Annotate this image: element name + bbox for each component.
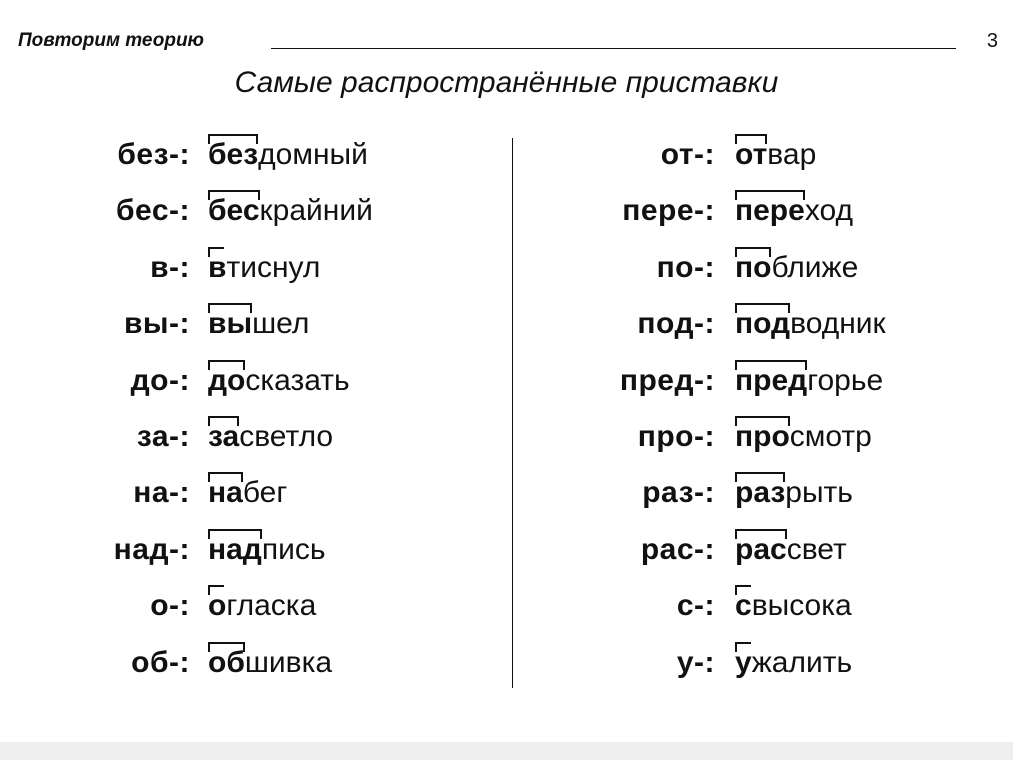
example-word [735,307,886,341]
page-title: Самые распространённые приставки [234,66,779,99]
prefix-entry [0,529,510,585]
right-column [515,134,1013,698]
word-prefix: бес [208,194,260,228]
word-prefix: в [208,250,227,284]
word-prefix: под [735,307,791,341]
word-prefix: до [208,363,246,397]
word-prefix: вы [208,307,253,341]
prefix-entry [0,247,510,303]
word-prefix: о [208,589,227,623]
example-word [208,589,316,623]
prefix-entry [515,303,1013,359]
word-rest: бег [242,476,288,510]
example-word [735,138,816,172]
word-prefix: от [735,138,768,171]
example-word [735,646,852,680]
prefix-entry [0,585,510,641]
prefix-label: за-: [136,419,190,453]
word-prefix: раз [735,476,786,510]
word-rest: пись [261,532,326,566]
word-rest: высока [751,589,852,623]
column-divider [512,138,513,688]
prefix-label: от-: [660,138,715,171]
prefix-entry [515,585,1013,641]
word-rest: ход [804,194,854,228]
word-rest: свет [786,532,847,566]
word-prefix: без [208,138,259,171]
word-prefix: на [208,476,243,510]
word-prefix: над [208,532,262,566]
word-prefix: пере [735,194,805,228]
word-prefix: с [735,589,752,623]
word-rest: ближе [771,250,859,284]
example-word [735,589,852,623]
header-rule [271,48,956,49]
example-word [735,476,853,510]
example-word [735,420,872,454]
prefix-label: в-: [150,250,190,284]
word-prefix: у [735,645,752,679]
example-word [735,533,847,567]
prefix-label: на-: [133,476,190,510]
word-rest: сказать [245,363,350,397]
word-prefix: пред [735,363,808,397]
example-word [208,307,309,341]
example-word [208,138,368,172]
prefix-entry [0,416,510,472]
page-header [18,28,998,56]
prefix-entry [0,360,510,416]
word-rest: вар [767,138,817,171]
example-word [208,646,332,680]
prefix-label: по-: [656,250,715,284]
prefix-entry [0,190,510,246]
prefix-label: о-: [150,589,190,623]
word-prefix: по [735,250,772,284]
word-rest: светло [239,419,334,453]
prefix-label: у-: [676,645,715,679]
word-rest: рыть [785,476,853,510]
prefix-entry [515,529,1013,585]
prefix-entry [0,134,510,190]
word-rest: тиснул [226,250,321,284]
example-word [208,476,287,510]
prefix-label: над-: [113,532,190,566]
example-word [735,194,853,228]
prefix-label: рас-: [640,532,715,566]
example-word [208,251,320,285]
word-rest: гласка [226,589,317,623]
prefix-label: с-: [676,589,715,623]
prefix-label: пере-: [622,194,715,228]
word-rest: жалить [751,645,853,679]
word-rest: шел [252,307,310,341]
prefix-entry [515,134,1013,190]
prefix-label: до-: [130,363,190,397]
prefix-entry [0,642,510,698]
example-word [208,194,373,228]
left-column [0,134,510,698]
prefix-label: раз-: [642,476,715,510]
word-prefix: про [735,419,790,453]
prefix-entry [0,472,510,528]
word-rest: домный [258,138,368,171]
prefix-entry [0,303,510,359]
prefix-label: бес-: [116,194,190,228]
word-rest: смотр [789,419,872,453]
prefix-entry [515,642,1013,698]
bottom-band [0,742,1013,760]
prefix-entry [515,416,1013,472]
example-word [735,364,883,398]
section-title: Повторим теорию [18,30,204,51]
prefix-entry [515,360,1013,416]
prefix-label: под-: [637,307,715,341]
example-word [208,364,350,398]
word-rest: водник [790,307,886,341]
word-prefix: рас [735,532,787,566]
page-number: 3 [986,30,998,52]
prefix-label: про-: [637,419,715,453]
prefix-entry [515,247,1013,303]
prefix-entry [515,472,1013,528]
word-prefix: об [208,645,245,679]
word-rest: шивка [244,645,333,679]
prefix-entry [515,190,1013,246]
word-prefix: за [208,419,240,453]
prefix-label: об-: [131,645,190,679]
prefix-label: без-: [117,138,190,171]
example-word [208,533,326,567]
prefix-label: пред-: [619,363,715,397]
example-word [208,420,333,454]
word-rest: горье [807,363,884,397]
word-rest: крайний [259,194,373,228]
example-word [735,251,858,285]
prefix-label: вы-: [123,307,190,341]
